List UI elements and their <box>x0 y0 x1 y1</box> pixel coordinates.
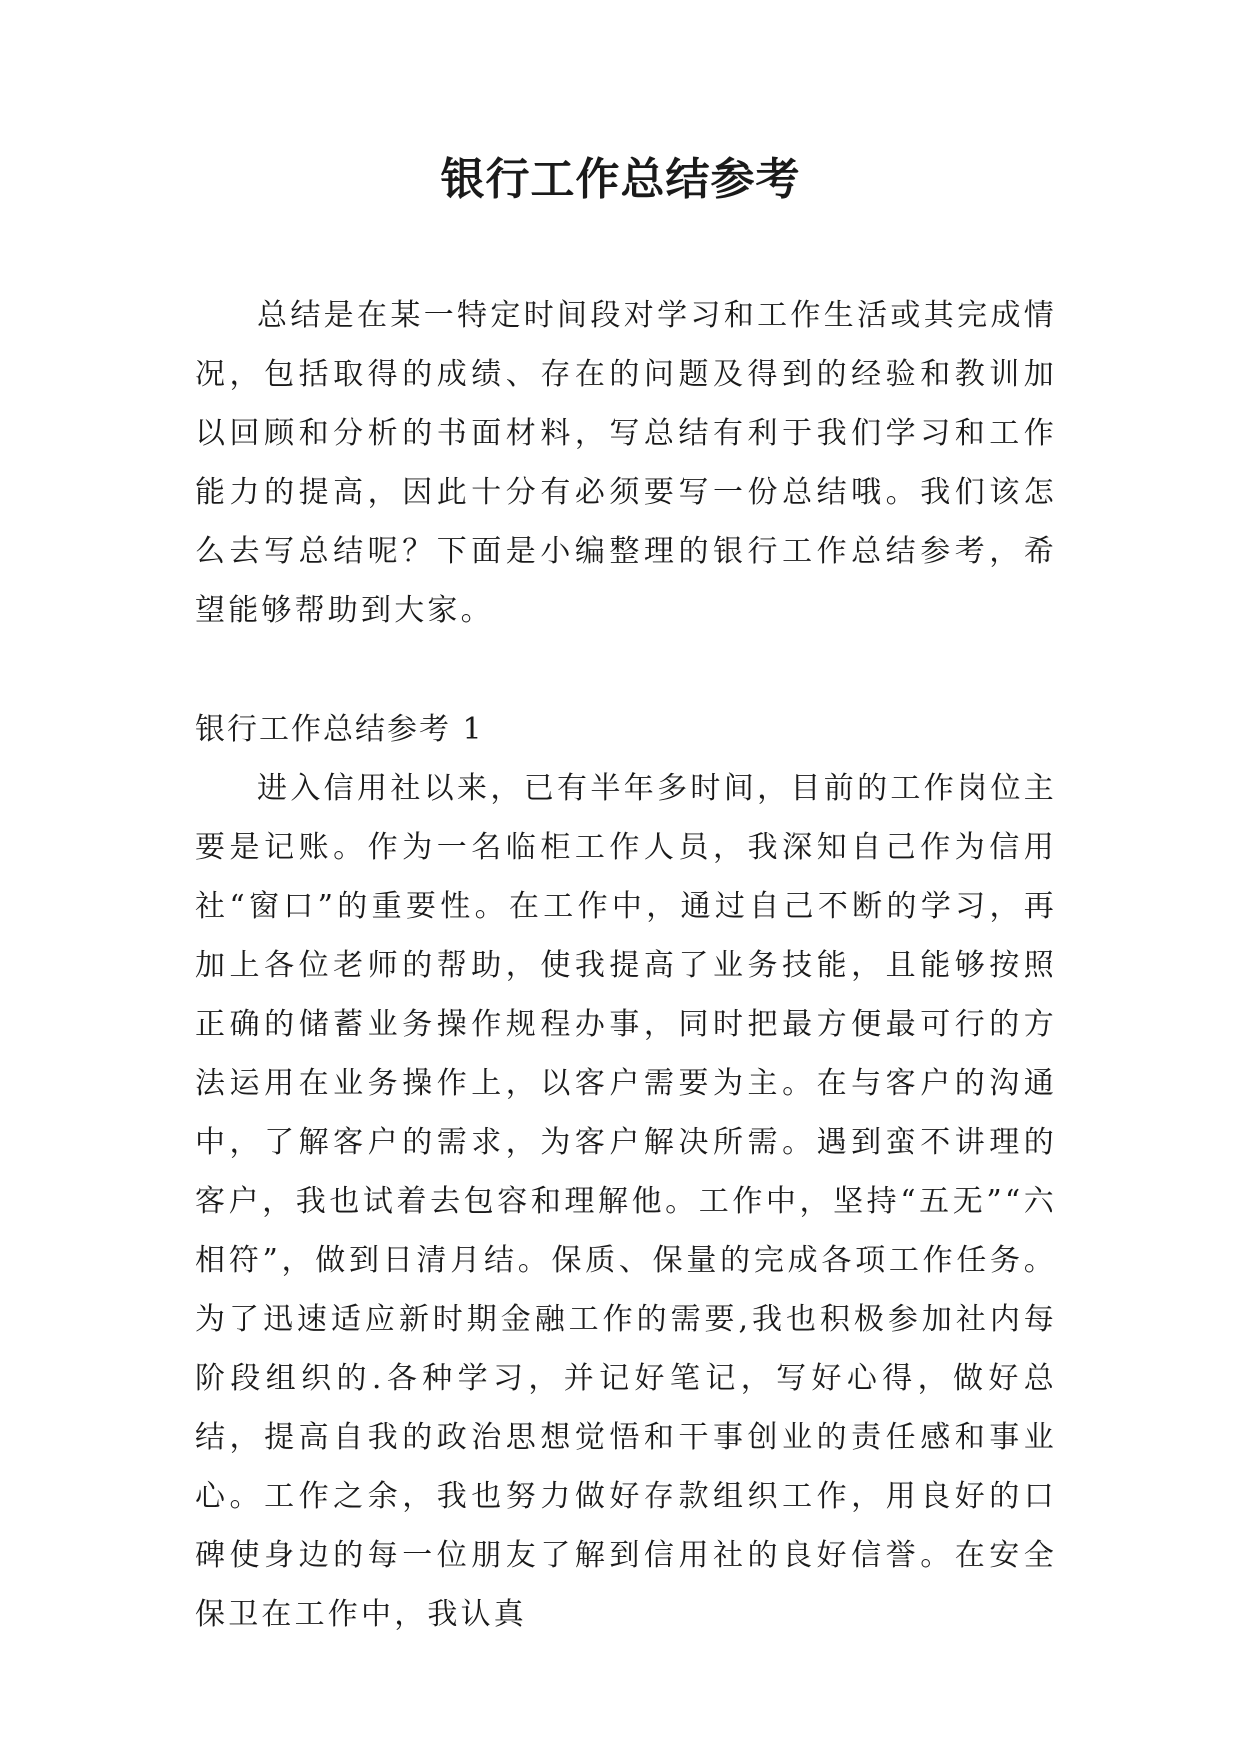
document-body <box>195 286 1057 1644</box>
document-title: 银行工作总结参考 <box>440 154 801 205</box>
intro-paragraph: 总结是在某一特定时间段对学习和工作生活或其完成情况，包括取得的成绩、存在的问题及得到的经验和教训加以回顾和分析的书面材料，写总结有利于我们学习和工作能力的提高，因此十分有必须要写一份总结哦。我们该怎么去写总结呢？下面是小编整理的银行工作总结参考，希望能够帮助到大家。 <box>195 298 1057 628</box>
section-paragraph: 进入信用社以来，已有半年多时间，目前的工作岗位主要是记账。作为一名临柜工作人员，我深知自己作为信用社“窗口”的重要性。在工作中，通过自己不断的学习，再加上各位老师的帮助，使我提高了业务技能，且能够按照正确的储蓄业务操作规程办事，同时把最方便最可行的方法运用在业务操作上，以客户需要为主。在与客户的沟通中，了解客户的需求，为客户解决所需。遇到蛮不讲理的客户，我也试着去包容和理解他。工作中，坚持“五无”“六相符”，做到日清月结。保质、保量的完成各项工作任务。为了迅速适应新时期金融工作的需要,我也积极参加社内每阶段组织的.各种学习，并记好笔记，写好心得，做好总结，提高自我的政治思想觉悟和干事创业的责任感和事业心。工作之余，我也努力做好存款组织工作，用良好的口碑使身边的每一位朋友了解到信用社的良好信誉。在安全保卫在工作中，我认真 <box>195 771 1057 1632</box>
section-heading: 银行工作总结参考 1 <box>195 712 484 747</box>
